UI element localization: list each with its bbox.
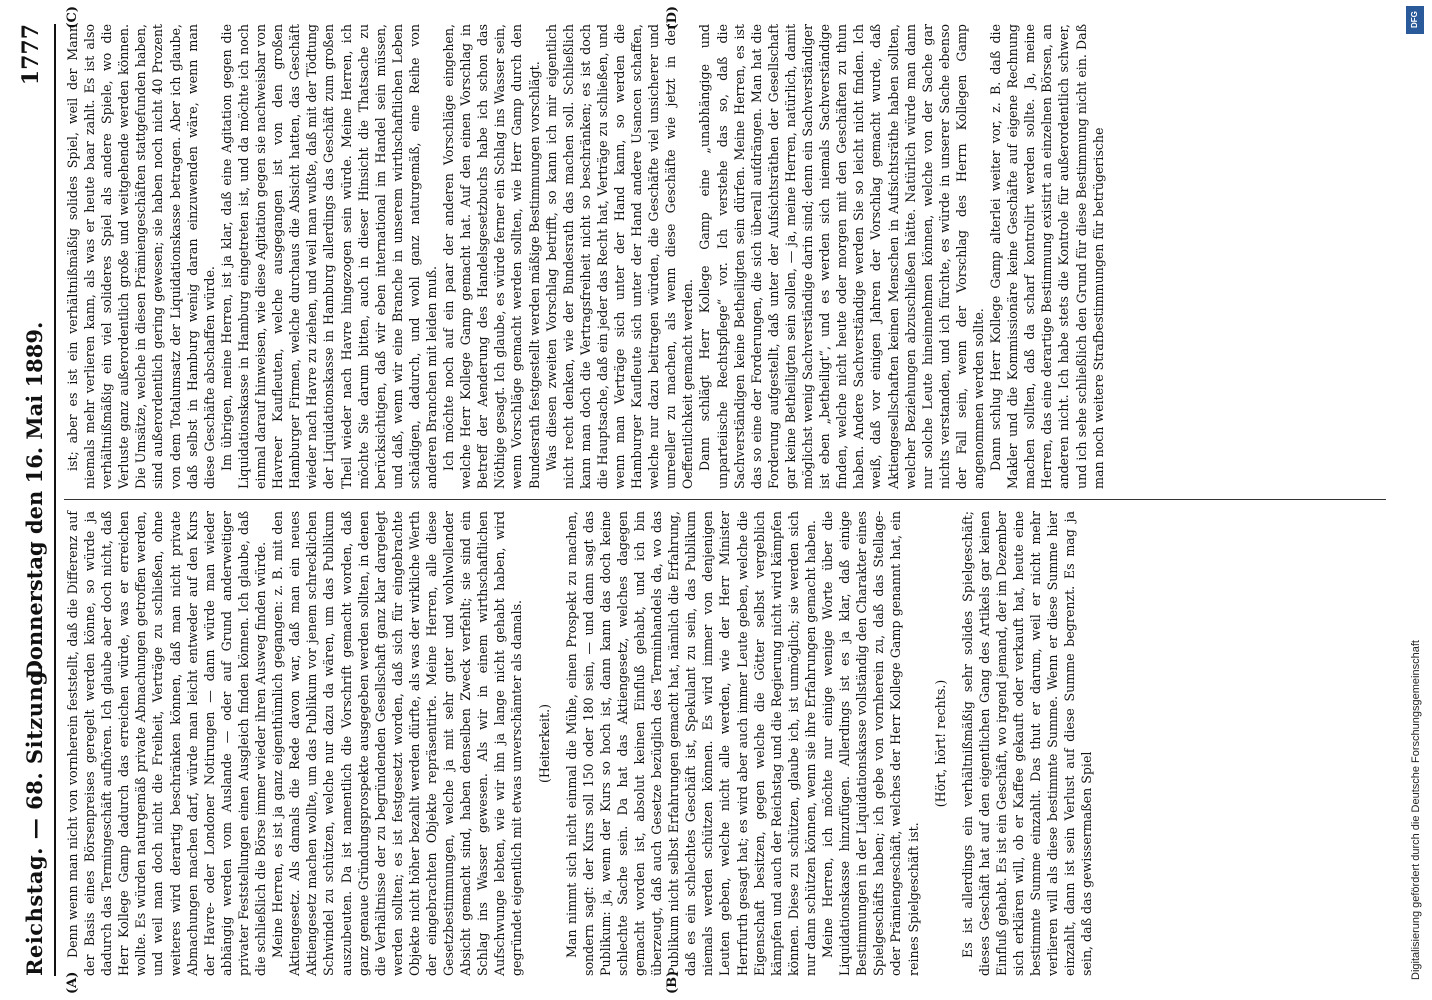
- paragraph: Es ist allerdings ein verhältnißmäßig sehr solides Spielgeschäft; dieses Geschäft hat auf den eigentlichen Gang des Artikels gar keinen Einfluß gehabt. Es ist ein Geschäft, wo irgend jemand, der im Dezember sich erklären will, ob er Kaffee gekauft oder verkauft hat, heute eine bestimmte Summe einzahlt. Das thut er darum, weil er nicht mehr verlieren will als diese bestimmte Summe. Wenn er diese Summe hier einzahlt, dann ist sein Verlust auf diese Summe begrenzt. Es mag ja sein, daß das gewissermaßen Spiel: [959, 511, 1095, 976]
- interjection: (Hört, hört! rechts.): [932, 679, 948, 808]
- column-divider: [64, 499, 1386, 500]
- interjection: (Heiterkeit.): [536, 704, 552, 783]
- digitization-credit: [1402, 0, 1430, 1000]
- paragraph: Man nimmt sich nicht einmal die Mühe, einen Prospekt zu machen, sondern sagt: der Kurs soll 150 oder 180 sein, — und dann sagt das Publikum: ja, wenn der Kurs so hoch ist, dann kann das doch keine schlechte Sache sein. Da hat das Aktiengesetz, welches dagegen gemacht worden ist, absolut keinen Einfluß gehabt, und ich bin überzeugt, daß auch Gesetze bezüglich des Terminhandels da, wo das Publikum nicht selbst Erfahrungen gemacht hat, nämlich die Erfahrung, daß es ein schlechtes Geschäft ist, Spekulant zu sein, das Publikum niemals werden schützen können. Es wird immer von denjenigen Leuten geben, welche nicht alle werden, wie der Herr Minister Herrfurth gesagt hat; es wird aber auch immer Leute geben, welche die Eigenschaft besitzen, gegen welche die Götter selbst vergeblich kämpfen und auch der Reichstag und die Regierung nicht wird kämpfen können. Diese zu schützen, glaube ich, ist unmöglich; sie werden sich nur dann schützen können, wenn sie ihre Erfahrungen gemacht haben.: [563, 511, 818, 976]
- margin-marker-a: (A): [65, 971, 80, 994]
- left-column: [64, 511, 1386, 994]
- right-column: [64, 6, 1386, 489]
- paragraph: Dann schlug Herr Kollege Gamp alterlei weiter vor, z. B. daß die Makler und die Kommissionäre keine Geschäfte auf eigene Rechnung machen sollten, daß da scharf kontrolirt werden sollte. Ja, meine Herren, das eine derartige Bestimmung existirt an einzelnen Börsen, an anderen nicht. Ich habe stets die Kontrole für außerordentlich schwer, und ich sehe schließlich den Grund für diese Bestimmung nicht ein. Daß man noch weitere Strafbestimmungen für betrügerische: [988, 24, 1106, 489]
- header-date: Donnerstag den 16. Mai 1889.: [22, 321, 47, 679]
- paragraph: ist; aber es ist ein verhältnißmäßig solides Spiel, weil der Mann niemals mehr verlieren kann, als was er heute baar zahlt. Es ist also verhältnißmäßig ein viel solideres Spiel als andere Spiele, wo die Verluste ganz außerordentlich große und weitgehende werden können. Die Umsätze, welche in diesen Prämiengeschäften stattgefunden haben, sind außerordentlich gering gewesen; sie haben noch nicht 40 Prozent von dem Totalumsatz der Liquidationskasse betragen. Aber ich glaube, daß selbst in Hamburg wenig daran einzuwenden wäre, wenn man diese Geschäfte abschaffen würde.: [65, 24, 217, 489]
- paragraph: Meine Herren, ich möchte nur einige wenige Worte über die Liquidationskasse hinzufügen. Allerdings ist es ja klar, daß einige Bestimmungen in der Liquidationskasse vollständig den Charakter eines Spielgeschäfts haben; ich gebe von vornherein zu, daß das Stellage- oder Prämiengeschäft, welches der Herr Kollege Gamp genannt hat, ein reines Spielgeschäft ist.: [820, 511, 921, 976]
- paragraph: Im übrigen, meine Herren, ist ja klar, daß eine Agitation gegen die Liquidationskasse in Hamburg eingetreten ist, und da möchte ich noch einmal darauf hinweisen, wie diese Agitation gegen sie nachweisbar von Havreer Kaufleuten, welche ausgegangen ist von den großen Hamburger Firmen, welche durchaus die Absicht hatten, das Geschäft wieder nach Havre zu ziehen, und weil man wußte, daß mit der Tödtung der Liquidationskasse in Hamburg allerdings das Geschäft zum großen Theil wieder nach Havre hingezogen sein würde. Meine Herren, ich möchte Sie darum bitten, auch in dieser Hinsicht die Thatsache zu berücksichtigen, daß wir eben international im Handel sein müssen, und daß, wenn wir eine Branche in unserem wirthschaftlichen Leben schädigen, dadurch, und wohl ganz naturgemäß, eine Reihe von anderen Branchen mit leiden muß.: [218, 24, 439, 489]
- credit-text: Digitalisierung gefördert durch die Deutsche Forschungsgemeinschaft: [1410, 640, 1422, 980]
- margin-marker-c: (C): [65, 6, 80, 29]
- paragraph: Meine Herren, es ist ja ganz eigenthümlich gegangen: z. B. mit den Aktiengesetz. Als damals die Rede davon war, daß man ein neues Aktiengesetz machen wollte, um das Publikum vor jenem schrecklichen Schwindel zu schützen, welche nur dazu da wären, um das Publikum auszubeuten. Da ist namentlich die Vorschrift gemacht worden, daß ganz genaue Gründungsprospekte ausgegeben werden sollten, in denen die Verhältnisse der zu begründenden Gesellschaft ganz klar dargelegt werden sollten; es ist festgesetzt worden, daß sich für eingebrachte Objekte nicht höher bezahlt werden dürfte, als was der wirkliche Werth der eingebrachten Objekte repräsentirte. Meine Herren, alle diese Gesetzbestimmungen, welche ja mit sehr guter und wohlwollender Absicht gemacht sind, haben denselben Zweck verfehlt; sie sind ein Schlag ins Wasser gewesen. Als wir in einem wirthschaftlichen Aufschwunge lebten, wie wir ihn ja lange nicht gehabt haben, wird gegründet eigentlich mit etwas unverschämter als damals.: [270, 511, 525, 976]
- header-left-title: Reichstag. — 68. Sitzung.: [22, 662, 47, 976]
- page-number: 1777: [18, 24, 44, 86]
- paragraph: Was diesen zweiten Vorschlag betrifft, so kann ich mir eigentlich nicht recht denken, wie der Bundesrath das machen soll. Schließlich kann man doch die Vertragsfreiheit nicht so beschränken; es ist doch die Hauptsache, daß ein jeder das Recht hat, Verträge zu schließen, und wenn man Verträge sich unter der Hand kann, so werden die Hamburger Kaufleute sich unter der Hand andere Usancen schaffen, welche nur dazu beitragen würden, die Geschäfte viel unsicherer und unreeller zu machen, als wenn diese Geschäfte wie jetzt in der Oeffentlichkeit gemacht werden.: [543, 24, 696, 489]
- text-columns: [64, 6, 1386, 994]
- paragraph: Denn wenn man nicht von vornherein feststellt, daß die Differenz auf der Basis eines Börsenpreises geregelt werden könne, so würde ja dadurch das Termingeschäft aufhören. Ich glaube aber doch nicht, daß Herr Kollege Gamp dadurch das erreichen würde, was er erreichen wollte. Es würden naturgemäß private Abmachungen getroffen werden, und weil man doch nicht die Freiheit, Verträge zu schließen, ohne weiteres wird derartig beschränken können, daß man nicht private Abmachungen machen darf, würde man leicht entweder auf den Kurs der Havre- oder Londoner Notirungen — dann würde man wieder abhängig werden vom Auslande — oder auf Grund anderweitiger privater Feststellungen einen Ausgleich finden können. Ich glaube, daß die schließlich die Börse immer wieder ihren Ausweg finden würde.: [65, 511, 269, 976]
- margin-marker-d: (D): [665, 6, 680, 30]
- paragraph: Ich möchte noch auf ein paar der anderen Vorschläge eingehen, welche Herr Kollege Gamp gemacht hat. Auf den einen Vorschlag in Betreff der Aenderung des Handelsgesetzbuchs habe ich schon das Nöthige gesagt. Ich glaube, es würde ferner ein Schlag ins Wasser sein, wenn Vorschläge gemacht werden sollten, wie Herr Gamp durch den Bundesrath festgestellt werden mäßige Bestimmungen vorschlägt.: [441, 24, 542, 489]
- paragraph: Dann schlägt Herr Kollege Gamp eine „unabhängige und unparteiische Rechtspflege“ vor. Ich verstehe das so, daß die Sachverständigen keine Betheiligten sein dürfen. Meine Herren, es ist das so eine der Forderungen, die sich überall aufdrängen. Man hat die Forderung aufgestellt, daß unter der Aufsichtsräthen der Gesellschaft gar keine Betheiligten sein sollen, — ja, meine Herren, natürlich, damit möglichst wenig Sachverständige darin sind; denn ein Sachverständiger ist eben „betheiligt“, und es werden sich niemals Sachverständige finden, welche nicht heute oder morgen mit den Geschäften zu thun haben. Andere Sachverständige werden Sie so leicht nicht finden. Ich weiß, daß vor einigen Jahren der Vorschlag gemacht wurde, daß Aktiengesellschaften keinen Menschen in Aufsichtsräthe haben sollten, welcher Beziehungen abzuschließen hätte. Natürlich würde man dann nur solche Leute hineinnehmen können, welche von der Sache gar nichts verstanden, und ich fürchte, es würde in unserer Sache ebenso der Fall sein, wenn der Vorschlag des Herrn Kollegen Gamp angenommen werden sollte.: [697, 24, 986, 489]
- dfg-logo-icon: DFG: [1406, 6, 1424, 34]
- page-header: [8, 24, 56, 976]
- margin-marker-b: (B): [665, 970, 680, 994]
